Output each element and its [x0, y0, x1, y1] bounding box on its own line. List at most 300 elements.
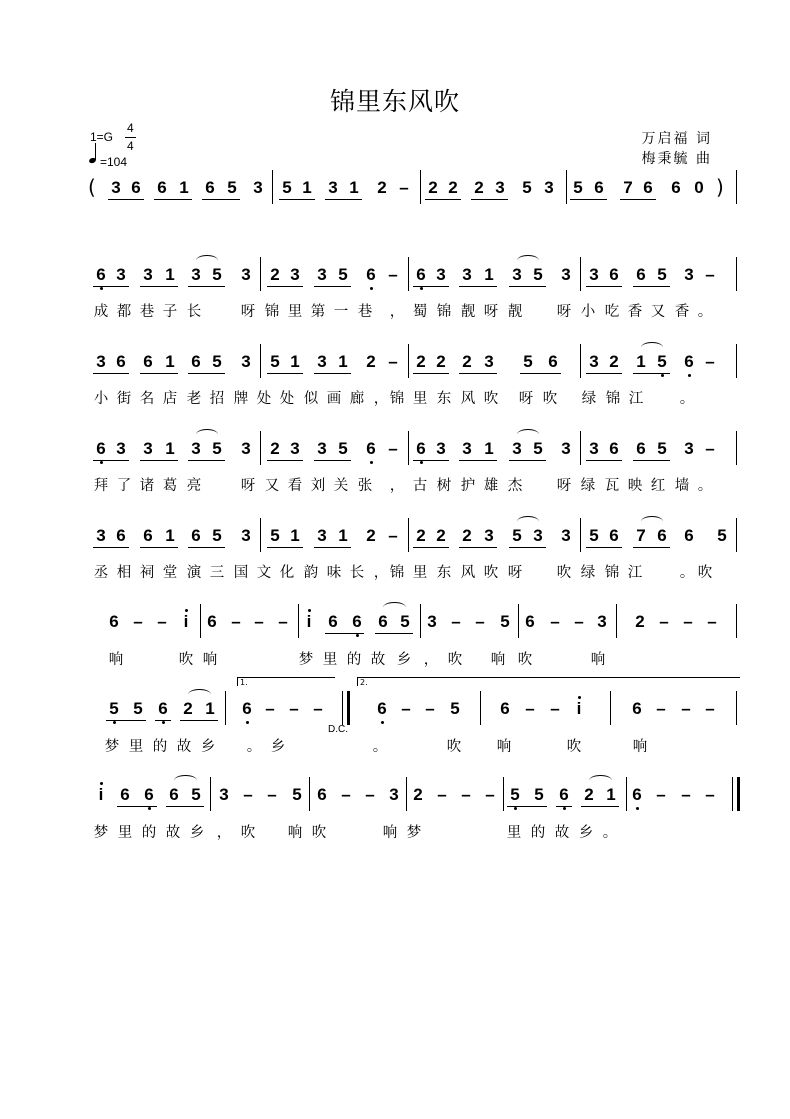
- note: 2: [413, 785, 423, 804]
- note: –: [289, 699, 299, 718]
- note: 5: [338, 265, 348, 284]
- lyric-char: 成: [93, 304, 109, 320]
- note: 6: [363, 439, 379, 459]
- lyric-char: 绿: [580, 565, 596, 581]
- note: 3: [684, 439, 694, 458]
- lyric-line-5: [90, 648, 740, 668]
- note: 3: [241, 352, 251, 371]
- note: 2: [584, 785, 594, 804]
- note: –: [365, 785, 375, 804]
- note: 3: [589, 265, 599, 284]
- bar-line: [342, 691, 343, 725]
- bar-line: [406, 777, 407, 811]
- lyric-char: 古: [412, 478, 428, 494]
- note: 3: [484, 352, 494, 371]
- lyric-char: 了: [116, 478, 132, 494]
- note: 3: [597, 612, 607, 631]
- lyric-char: 乡: [270, 739, 286, 755]
- beam-underline: [155, 720, 171, 721]
- note: –: [388, 526, 398, 545]
- note: 6: [116, 352, 126, 371]
- note: –: [681, 699, 691, 718]
- lyric-line-1: [90, 300, 740, 320]
- note: 3: [241, 439, 251, 458]
- note: 2: [270, 439, 280, 458]
- repeat-parenthesis: ): [716, 175, 724, 199]
- note: 3: [143, 265, 153, 284]
- bar-line: [736, 170, 737, 204]
- note: 6: [157, 178, 167, 197]
- note: –: [399, 178, 409, 197]
- lyric-char: 吹: [517, 652, 533, 668]
- note: 6: [328, 612, 338, 631]
- lyric-char: 蜀: [412, 304, 428, 320]
- beam-underline: [520, 373, 561, 374]
- note: 3: [191, 439, 201, 458]
- lyric-char: 护: [460, 478, 476, 494]
- lyric-char: 风: [460, 565, 476, 581]
- bar-line: [210, 777, 211, 811]
- bar-line: [616, 604, 617, 638]
- slur: [517, 429, 539, 440]
- composer-credit: 梅秉毓 曲: [641, 151, 712, 167]
- lyric-char: 。: [602, 825, 618, 841]
- beam-underline: [586, 373, 622, 374]
- note: 3: [241, 265, 251, 284]
- note: 3: [533, 526, 543, 545]
- note: –: [656, 785, 666, 804]
- note: –: [550, 612, 560, 631]
- note: 5: [507, 785, 523, 805]
- lyric-char: 演: [186, 565, 202, 581]
- bar-line: [225, 691, 226, 725]
- beam-underline: [188, 286, 225, 287]
- note: 6: [93, 265, 109, 285]
- key-signature: 1=G: [90, 130, 114, 144]
- beam-underline: [325, 633, 364, 634]
- note: 6: [609, 439, 619, 458]
- beam-underline: [413, 547, 449, 548]
- note: 3: [561, 265, 571, 284]
- note: –: [485, 785, 495, 804]
- note: 5: [500, 612, 510, 631]
- note: –: [388, 352, 398, 371]
- lyric-char: 。: [246, 739, 262, 755]
- lyric-char: ，: [389, 304, 405, 320]
- bar-line: [420, 604, 421, 638]
- bar-line: [566, 170, 567, 204]
- lyric-char: 长: [186, 304, 202, 320]
- lyric-char: 都: [116, 304, 132, 320]
- lyric-char: 招: [209, 391, 225, 407]
- note: 2: [474, 178, 484, 197]
- bar-line: [260, 431, 261, 465]
- lyric-char: 。: [697, 478, 713, 494]
- note: –: [705, 352, 715, 371]
- beam-underline: [93, 460, 129, 461]
- system-3: [90, 439, 740, 465]
- lyric-char: 吹: [447, 652, 463, 668]
- slur: [517, 255, 539, 266]
- note: 5: [400, 612, 410, 631]
- slur: [641, 516, 663, 527]
- note: –: [475, 612, 485, 631]
- lyric-line-7: [90, 821, 740, 841]
- note: 3: [462, 439, 472, 458]
- lyric-char: 街: [116, 391, 132, 407]
- note: –: [683, 612, 693, 631]
- lyric-char: 故: [370, 652, 386, 668]
- tempo-mark: =104: [100, 155, 128, 169]
- beam-underline: [586, 286, 622, 287]
- lyric-char: 祠: [139, 565, 155, 581]
- note: 5: [573, 178, 583, 197]
- lyric-char: 吃: [604, 304, 620, 320]
- note: 2: [270, 265, 280, 284]
- note: 1: [636, 352, 646, 371]
- beam-underline: [140, 547, 178, 548]
- lyric-char: 堂: [162, 565, 178, 581]
- lyric-char: 香: [674, 304, 690, 320]
- note: –: [133, 612, 143, 631]
- lyric-char: 响: [496, 739, 512, 755]
- note: 6: [548, 352, 558, 371]
- bar-line: [200, 604, 201, 638]
- lyric-char: 又: [650, 304, 666, 320]
- lyricist-credit: 万启福 词: [641, 131, 712, 147]
- note: –: [401, 699, 411, 718]
- note: 3: [191, 265, 201, 284]
- lyric-char: ，: [373, 565, 389, 581]
- bar-line: [736, 431, 737, 465]
- note: –: [313, 699, 323, 718]
- lyric-line-3: [90, 474, 740, 494]
- bar-line: [736, 604, 737, 638]
- da-capo-mark: D.C.: [328, 724, 348, 735]
- lyric-char: 店: [162, 391, 178, 407]
- system-6: [90, 699, 740, 725]
- note: 3: [561, 526, 571, 545]
- lyric-char: 似: [303, 391, 319, 407]
- note: 2: [462, 352, 472, 371]
- note: 2: [448, 178, 458, 197]
- lyric-char: 靓: [507, 304, 523, 320]
- beam-underline: [140, 460, 178, 461]
- lyric-char: 的: [530, 825, 546, 841]
- note: –: [231, 612, 241, 631]
- lyric-char: 锦: [604, 565, 620, 581]
- bar-line: [309, 777, 310, 811]
- volta-2: 2.: [357, 677, 740, 686]
- lyric-line-4: [90, 561, 740, 581]
- lyric-char: 第: [310, 304, 326, 320]
- note: 1: [205, 699, 215, 718]
- note: 6: [93, 439, 109, 459]
- lyric-char: 风: [460, 391, 476, 407]
- system-4: [90, 526, 740, 552]
- lyric-char: 巷: [357, 304, 373, 320]
- note: 3: [561, 439, 571, 458]
- note: 5: [212, 526, 222, 545]
- beam-underline: [188, 460, 225, 461]
- note: 5: [534, 785, 544, 804]
- note: 2: [416, 526, 426, 545]
- note: 5: [282, 178, 292, 197]
- lyric-char: 韵: [303, 565, 319, 581]
- bar-line: [408, 257, 409, 291]
- beam-underline: [140, 286, 178, 287]
- lyric-char: 关: [333, 478, 349, 494]
- note: 5: [270, 352, 280, 371]
- lyric-char: 响: [202, 652, 218, 668]
- note: 5: [657, 265, 667, 284]
- bar-line: [580, 344, 581, 378]
- note: 3: [317, 439, 327, 458]
- beam-underline: [180, 720, 218, 721]
- note: i: [178, 612, 194, 632]
- note: 3: [116, 439, 126, 458]
- beam-underline: [93, 373, 129, 374]
- slur: [174, 775, 197, 786]
- lyric-char: 江: [628, 391, 644, 407]
- lyric-char: 巷: [139, 304, 155, 320]
- lyric-char: 的: [346, 652, 362, 668]
- note: i: [301, 612, 317, 632]
- lyric-char: 亮: [186, 478, 202, 494]
- lyric-char: 里: [117, 825, 133, 841]
- beam-underline: [586, 547, 622, 548]
- bar-line: [408, 518, 409, 552]
- lyric-char: 小: [93, 391, 109, 407]
- note: 3: [111, 178, 121, 197]
- note: 1: [484, 265, 494, 284]
- note: 2: [377, 178, 387, 197]
- note: 6: [594, 178, 604, 197]
- note: 1: [606, 785, 616, 804]
- note: 3: [589, 439, 599, 458]
- bar-line: [408, 344, 409, 378]
- lyric-char: 里: [128, 739, 144, 755]
- lyric-char: 锦: [389, 391, 405, 407]
- note: 3: [219, 785, 229, 804]
- beam-underline: [106, 720, 146, 721]
- slur: [641, 342, 663, 353]
- lyric-char: 瓦: [604, 478, 620, 494]
- beam-underline: [633, 373, 670, 374]
- note: –: [705, 785, 715, 804]
- beam-underline: [93, 286, 129, 287]
- beam-underline: [117, 806, 157, 807]
- note: 5: [717, 526, 727, 545]
- note: 2: [436, 526, 446, 545]
- lyric-char: 响: [287, 825, 303, 841]
- beam-underline: [425, 199, 461, 200]
- note: i: [571, 699, 587, 719]
- lyric-char: 小: [580, 304, 596, 320]
- note: 3: [544, 178, 554, 197]
- note: 2: [183, 699, 193, 718]
- lyric-char: 梦: [298, 652, 314, 668]
- lyric-char: 呀: [518, 391, 534, 407]
- note: –: [461, 785, 471, 804]
- bar-line: [732, 777, 733, 811]
- note: 5: [133, 699, 143, 718]
- note: –: [656, 699, 666, 718]
- note: 3: [116, 265, 126, 284]
- note: 6: [632, 699, 642, 718]
- note: 6: [378, 612, 388, 631]
- beam-underline: [154, 199, 192, 200]
- system-2: [90, 352, 740, 378]
- lyric-char: 国: [233, 565, 249, 581]
- note: 7: [636, 526, 646, 545]
- note: 2: [462, 526, 472, 545]
- note: 2: [436, 352, 446, 371]
- note: –: [265, 699, 275, 718]
- slur: [589, 775, 612, 786]
- beam-underline: [166, 806, 204, 807]
- lyric-char: 处: [256, 391, 272, 407]
- note: –: [681, 785, 691, 804]
- lyric-char: 乡: [200, 739, 216, 755]
- beam-underline: [108, 199, 144, 200]
- note: 3: [512, 439, 522, 458]
- note: –: [437, 785, 447, 804]
- lyric-char: 画: [326, 391, 342, 407]
- quarter-note-stem: [95, 143, 96, 160]
- lyric-char: 一: [333, 304, 349, 320]
- lyric-char: 处: [279, 391, 295, 407]
- lyric-char: 锦: [436, 304, 452, 320]
- bar-line: [420, 170, 421, 204]
- note: 3: [684, 265, 694, 284]
- note: 6: [413, 265, 429, 285]
- note: 6: [191, 352, 201, 371]
- note: 5: [522, 178, 532, 197]
- lyric-char: 锦: [264, 304, 280, 320]
- lyric-char: 故: [176, 739, 192, 755]
- note: 3: [241, 526, 251, 545]
- note: 3: [317, 526, 327, 545]
- note: –: [451, 612, 461, 631]
- bar-line: [260, 518, 261, 552]
- note: –: [157, 612, 167, 631]
- beam-underline: [188, 547, 225, 548]
- lyric-char: ，: [216, 825, 232, 841]
- note: 5: [657, 439, 667, 458]
- lyric-char: 三: [209, 565, 225, 581]
- note: 2: [366, 352, 376, 371]
- beam-underline: [509, 286, 546, 287]
- bar-line: [736, 257, 737, 291]
- lyric-char: 。: [679, 565, 695, 581]
- note: –: [425, 699, 435, 718]
- lyric-char: 东: [436, 391, 452, 407]
- note: 1: [302, 178, 312, 197]
- note: 2: [609, 352, 619, 371]
- note: 3: [96, 526, 106, 545]
- note: 6: [143, 526, 153, 545]
- lyric-char: 。: [679, 391, 695, 407]
- lyric-char: 吹: [542, 391, 558, 407]
- lyric-char: 靓: [460, 304, 476, 320]
- note: 6: [205, 178, 215, 197]
- note: –: [388, 439, 398, 458]
- lyric-line-2: [90, 387, 740, 407]
- beam-underline: [633, 286, 670, 287]
- lyric-char: 吹: [446, 739, 462, 755]
- note: 1: [165, 352, 175, 371]
- lyric-char: 呀: [240, 304, 256, 320]
- note: 6: [239, 699, 255, 719]
- note: 5: [212, 439, 222, 458]
- bar-line: [580, 518, 581, 552]
- lyric-char: 响: [632, 739, 648, 755]
- note: –: [550, 699, 560, 718]
- bar-line: [736, 344, 737, 378]
- note: 6: [141, 785, 157, 805]
- lyric-char: 吹: [483, 391, 499, 407]
- bar-line: [736, 518, 737, 552]
- note: 5: [533, 265, 543, 284]
- note: 3: [427, 612, 437, 631]
- volta-1: 1.: [237, 677, 335, 686]
- lyric-char: 吹: [566, 739, 582, 755]
- note: 5: [191, 785, 201, 804]
- lyric-char: 里: [322, 652, 338, 668]
- note: –: [705, 439, 715, 458]
- lyric-char: 响: [382, 825, 398, 841]
- time-signature-top: 4: [127, 121, 134, 135]
- intro-system: [88, 175, 740, 204]
- bar-line: [480, 691, 481, 725]
- note: 1: [165, 526, 175, 545]
- note: 6: [116, 526, 126, 545]
- note: 5: [589, 526, 599, 545]
- system-7: [90, 785, 740, 811]
- note: 6: [109, 612, 119, 631]
- note: 3: [290, 439, 300, 458]
- note: 5: [450, 699, 460, 718]
- note: 0: [694, 178, 704, 197]
- lyric-char: 杰: [507, 478, 523, 494]
- note: 5: [533, 439, 543, 458]
- note: 3: [389, 785, 399, 804]
- lyric-char: 江: [627, 565, 643, 581]
- bar-line: [272, 170, 273, 204]
- bar-line: [610, 691, 611, 725]
- note: 6: [374, 699, 390, 719]
- bar-line: [518, 604, 519, 638]
- note: 6: [609, 526, 619, 545]
- beam-underline: [459, 373, 497, 374]
- lyric-char: 梦: [93, 825, 109, 841]
- note: 6: [636, 265, 646, 284]
- slur: [196, 255, 218, 266]
- note: 6: [500, 699, 510, 718]
- note: 6: [363, 265, 379, 285]
- bar-line: [298, 604, 299, 638]
- beam-underline: [471, 199, 508, 200]
- note: 3: [512, 265, 522, 284]
- note: 6: [413, 439, 429, 459]
- lyric-char: 牌: [233, 391, 249, 407]
- note: 6: [609, 265, 619, 284]
- note: 1: [179, 178, 189, 197]
- system-1: [90, 265, 740, 291]
- note: –: [341, 785, 351, 804]
- beam-underline: [188, 373, 225, 374]
